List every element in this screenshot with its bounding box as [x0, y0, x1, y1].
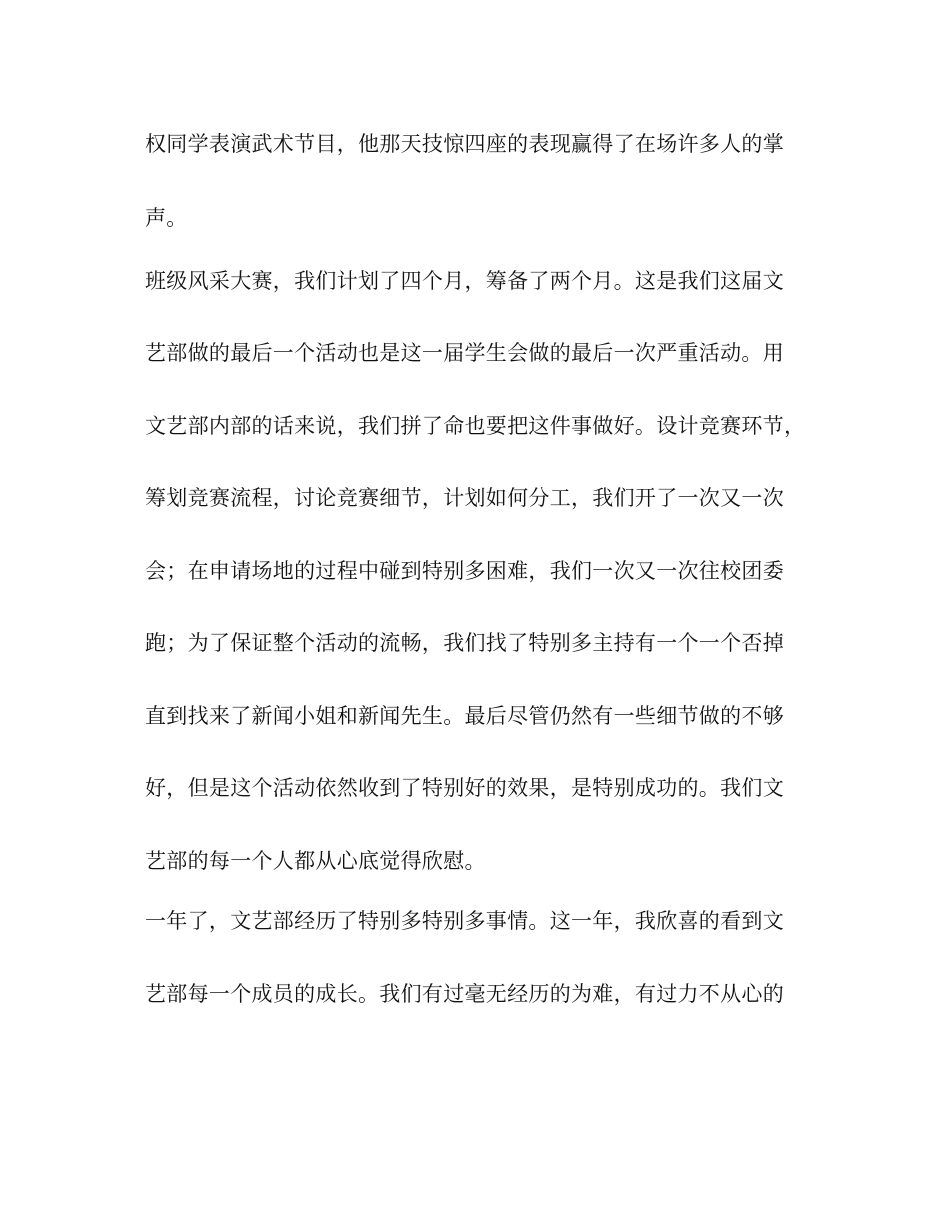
- text-line: 会；在申请场地的过程中碰到特别多困难，我们一次又一次往校团委: [145, 559, 784, 583]
- text-line: 艺部每一个成员的成长。我们有过毫无经历的为难，有过力不从心的: [145, 982, 784, 1006]
- text-line: 筹划竞赛流程，讨论竞赛细节，计划如何分工，我们开了一次又一次: [145, 486, 784, 510]
- text-line: 艺部做的最后一个活动也是这一届学生会做的最后一次严重活动。用: [145, 341, 784, 365]
- text-line: 跑；为了保证整个活动的流畅，我们找了特别多主持有一个一个否掉: [145, 631, 784, 655]
- text-line: 权同学表演武术节目，他那天技惊四座的表现赢得了在场许多人的掌: [145, 132, 784, 156]
- text-line: 班级风采大赛，我们计划了四个月，筹备了两个月。这是我们这届文: [145, 269, 784, 293]
- text-line: 文艺部内部的话来说，我们拼了命也要把这件事做好。设计竞赛环节，: [145, 414, 806, 438]
- text-line: 直到找来了新闻小姐和新闻先生。最后尽管仍然有一些细节做的不够: [145, 704, 784, 728]
- text-line: 声。: [145, 206, 188, 230]
- text-line: 好，但是这个活动依然收到了特别好的效果，是特别成功的。我们文: [145, 776, 784, 800]
- text-line: 一年了，文艺部经历了特别多特别多事情。这一年，我欣喜的看到文: [145, 909, 784, 933]
- text-line: 艺部的每一个人都从心底觉得欣慰。: [145, 849, 486, 873]
